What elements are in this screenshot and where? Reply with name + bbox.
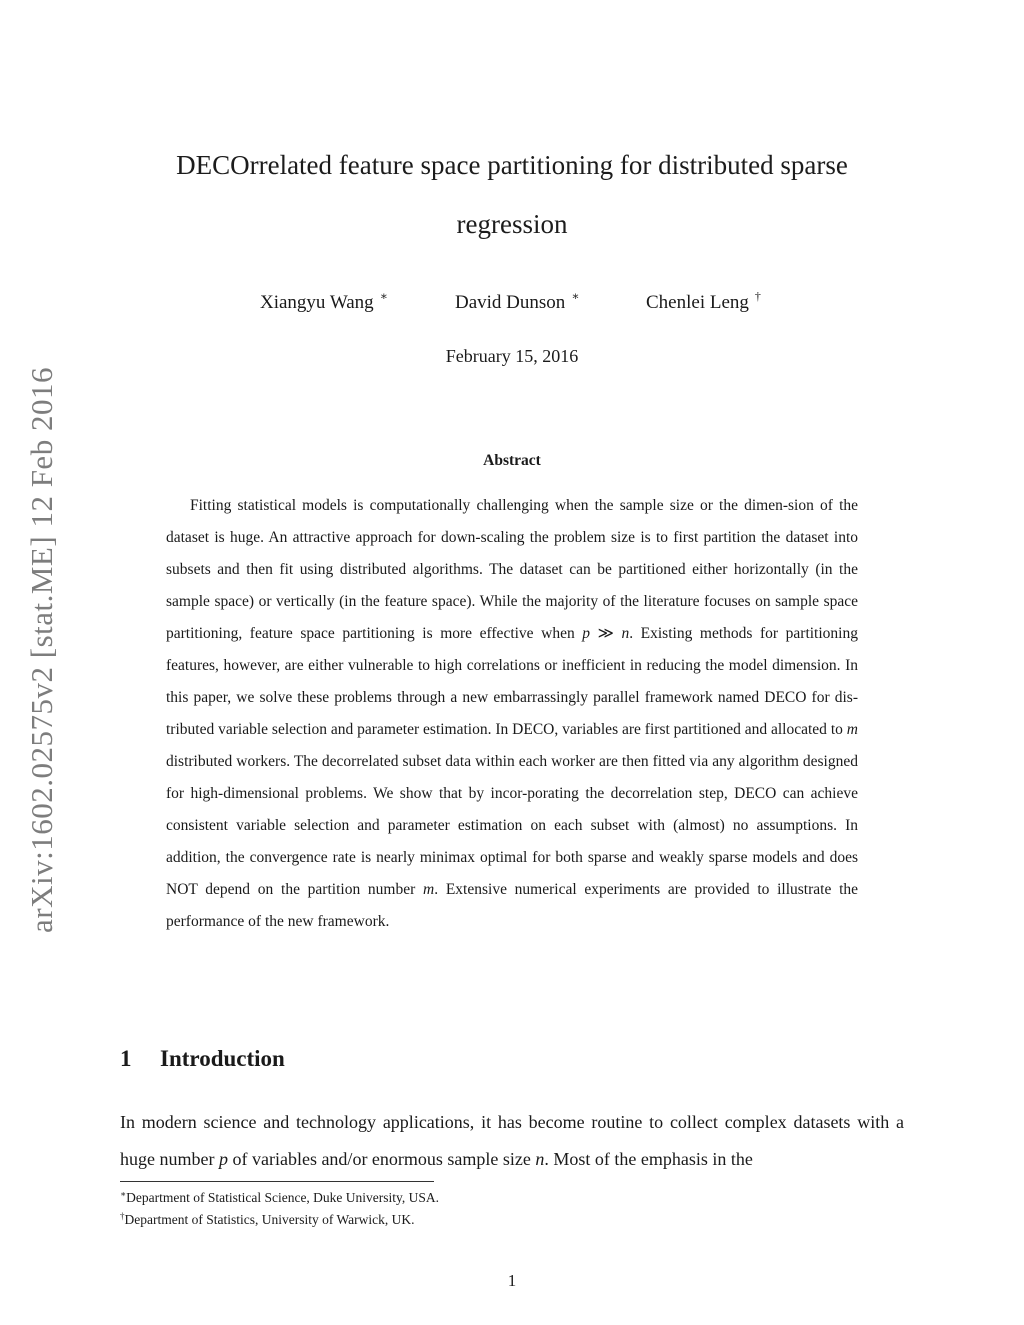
math-p: p xyxy=(582,625,591,642)
paper-title-line-2: regression xyxy=(456,209,568,239)
affiliation-mark: ∗ xyxy=(379,289,388,303)
math-m: m xyxy=(846,721,858,738)
author-xiangyu-wang: Xiangyu Wang ∗ xyxy=(260,289,388,313)
math-n: n xyxy=(535,1149,545,1169)
affiliation-mark: ∗ xyxy=(571,289,580,303)
affiliation-mark: † xyxy=(754,289,761,303)
section-title: Introduction xyxy=(160,1046,285,1071)
paper-title-line-1: DECOrrelated feature space partitioning for distributed sparse xyxy=(176,150,848,180)
section-heading-introduction xyxy=(120,1046,285,1072)
publication-date: February 15, 2016 xyxy=(445,346,579,366)
author-chenlei-leng: Chenlei Leng † xyxy=(646,289,761,313)
footnote-divider xyxy=(120,1181,434,1182)
page-number: 1 xyxy=(507,1271,517,1290)
abstract-text: Fitting statistical models is computationally challenging when the sample size or the dimen-sion of the dataset is huge. An attractive approach for down-scaling the problem size is to first partition the dataset into subsets and then fit using distributed algorithms. The dataset can be partitioned either horizontally (in the sample space) or vertically (in the feature space). While the majority of the literature focuses on sample space partitioning, feature space partitioning is more effective when p ≫ n. Existing methods for partitioning features, however, are either vulnerable to high correlations or inefficient in reducing the model dimension. In this paper, we solve these problems through a new embarrassingly parallel framework named DECO for dis-tributed variable selection and parameter estimation. In DECO, variables are first partitioned and allocated to m distributed workers. The decorrelated subset data within each worker are then fitted via any algorithm designed for high-dimensional problems. We show that by incor-porating the decorrelation step, DECO can achieve consistent variable selection and parameter estimation on each subset with (almost) no assumptions. In addition, the convergence rate is nearly minimax optimal for both sparse and weakly sparse models and does NOT depend on the partition number m. Extensive numerical experiments are provided to illustrate the performance of the new framework. xyxy=(166,497,859,930)
section-number: 1 xyxy=(120,1046,132,1071)
math-n: n xyxy=(621,625,630,642)
author-david-dunson: David Dunson ∗ xyxy=(455,289,580,313)
arxiv-identifier-stamp: arXiv:1602.02575v2 [stat.ME] 12 Feb 2016 xyxy=(24,367,59,933)
footnote-duke: ∗Department of Statistical Science, Duke University, USA. xyxy=(120,1189,440,1205)
footnotes xyxy=(120,1185,904,1229)
footnote-warwick: †Department of Statistics, University of Warwick, UK. xyxy=(120,1211,415,1227)
introduction-paragraph: In modern science and technology applications, it has become routine to collect complex datasets with a huge number p of variables and/or enormous sample size n. Most of the emphasis in the xyxy=(120,1112,904,1169)
abstract-heading: Abstract xyxy=(483,452,541,469)
math-m: m xyxy=(423,881,435,898)
math-p: p xyxy=(218,1149,228,1169)
